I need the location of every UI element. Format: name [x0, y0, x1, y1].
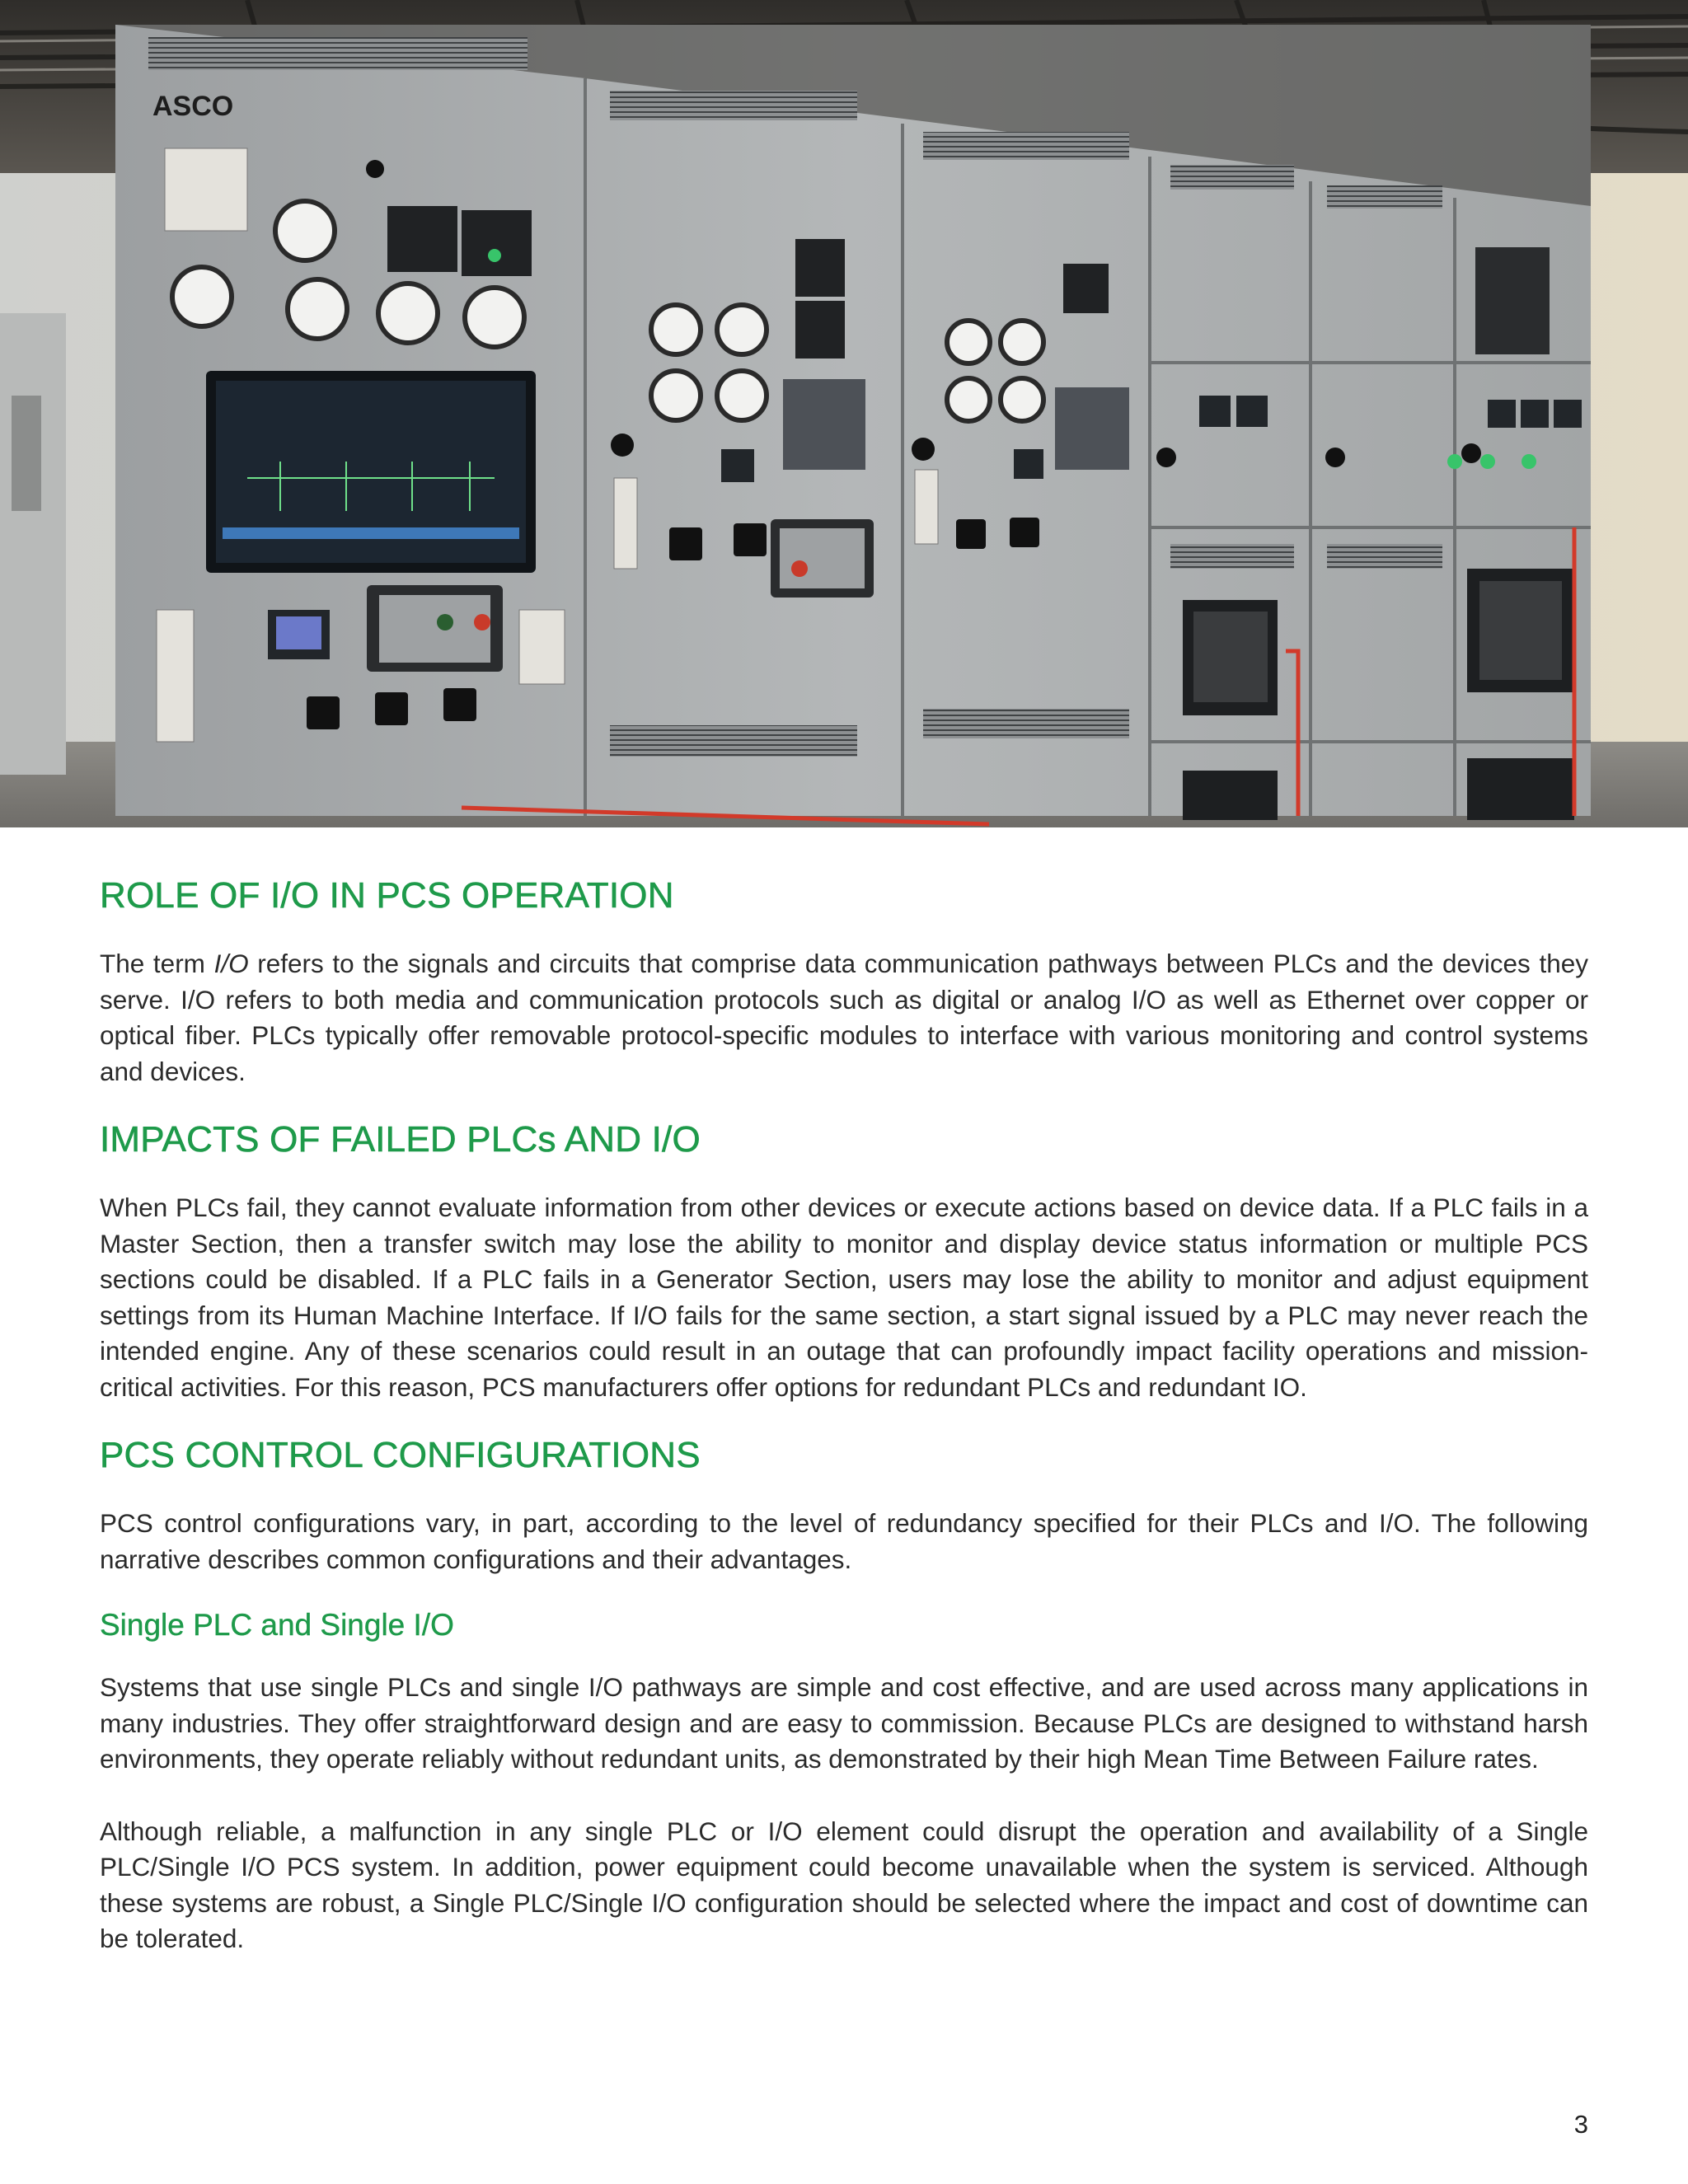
page-number: 3: [1573, 2110, 1588, 2139]
paragraph-single-plc-2: Although reliable, a malfunction in any single PLC or I/O element could disrupt the operation and availability of a Single PLC/Single I/O PCS system. In addition, power equipment could become unavailable when the system is serviced. Although these systems are robust, a Single PLC/Single I/O configuration should be selected where the impact and cost of downtime can be tolerated.: [100, 1816, 1588, 1953]
brand-label: ASCO: [152, 91, 234, 122]
subsection-heading-single-plc: Single PLC and Single I/O: [100, 1608, 454, 1642]
paragraph-lead: The term: [100, 949, 214, 978]
section-heading-impacts: IMPACTS OF FAILED PLCs AND I/O: [100, 1119, 701, 1160]
paragraph-control-configurations: PCS control configurations vary, in part, according to the level of redundancy specified for their PLCs and I/O. The following narrative describes common configurations and their advantages.: [100, 1508, 1588, 1574]
hero-photo: [0, 0, 1688, 827]
switchgear-illustration: [0, 0, 1688, 827]
paragraph-rest: refers to the signals and circuits that comprise data communication pathways between PLCs and the devices they serve. I/O refers to both media and communication protocols such as digital or analog I/O as well as Ethernet over copper or optical fiber. PLCs typically offer removable protocol-specific modules to interface with various monitoring and control systems and devices.: [100, 949, 1588, 1086]
paragraph-impacts: When PLCs fail, they cannot evaluate information from other devices or execute actions based on device data. If a PLC fails in a Master Section, then a transfer switch may lose the ability to monitor and display device status information or multiple PCS sections could be disabled. If a PLC fails in a Generator Section, users may lose the ability to monitor and adjust equipment settings from its Human Machine Interface. If I/O fails for the same section, a start signal issued by a PLC may never reach the intended engine. Any of these scenarios could result in an outage that can profoundly impact facility operations and mission-critical activities. For this reason, PCS manufacturers offer options for redundant PLCs and redundant IO.: [100, 1193, 1588, 1402]
term-io-italic: I/O: [213, 949, 249, 978]
paragraph-single-plc-1: Systems that use single PLCs and single I/O pathways are simple and cost effective, and are used across many applications in many industries. They offer straightforward design and are easy to commission. Because PLCs are designed to withstand harsh environments, they operate reliably without redundant units, as demonstrated by their high Mean Time Between Failure rates.: [100, 1672, 1588, 1774]
paragraph-role-of-io: [100, 946, 1588, 1090]
section-heading-role-of-io: ROLE OF I/O IN PCS OPERATION: [100, 875, 674, 916]
section-heading-control-configurations: PCS CONTROL CONFIGURATIONS: [100, 1435, 701, 1475]
article-body: [100, 867, 1588, 1957]
